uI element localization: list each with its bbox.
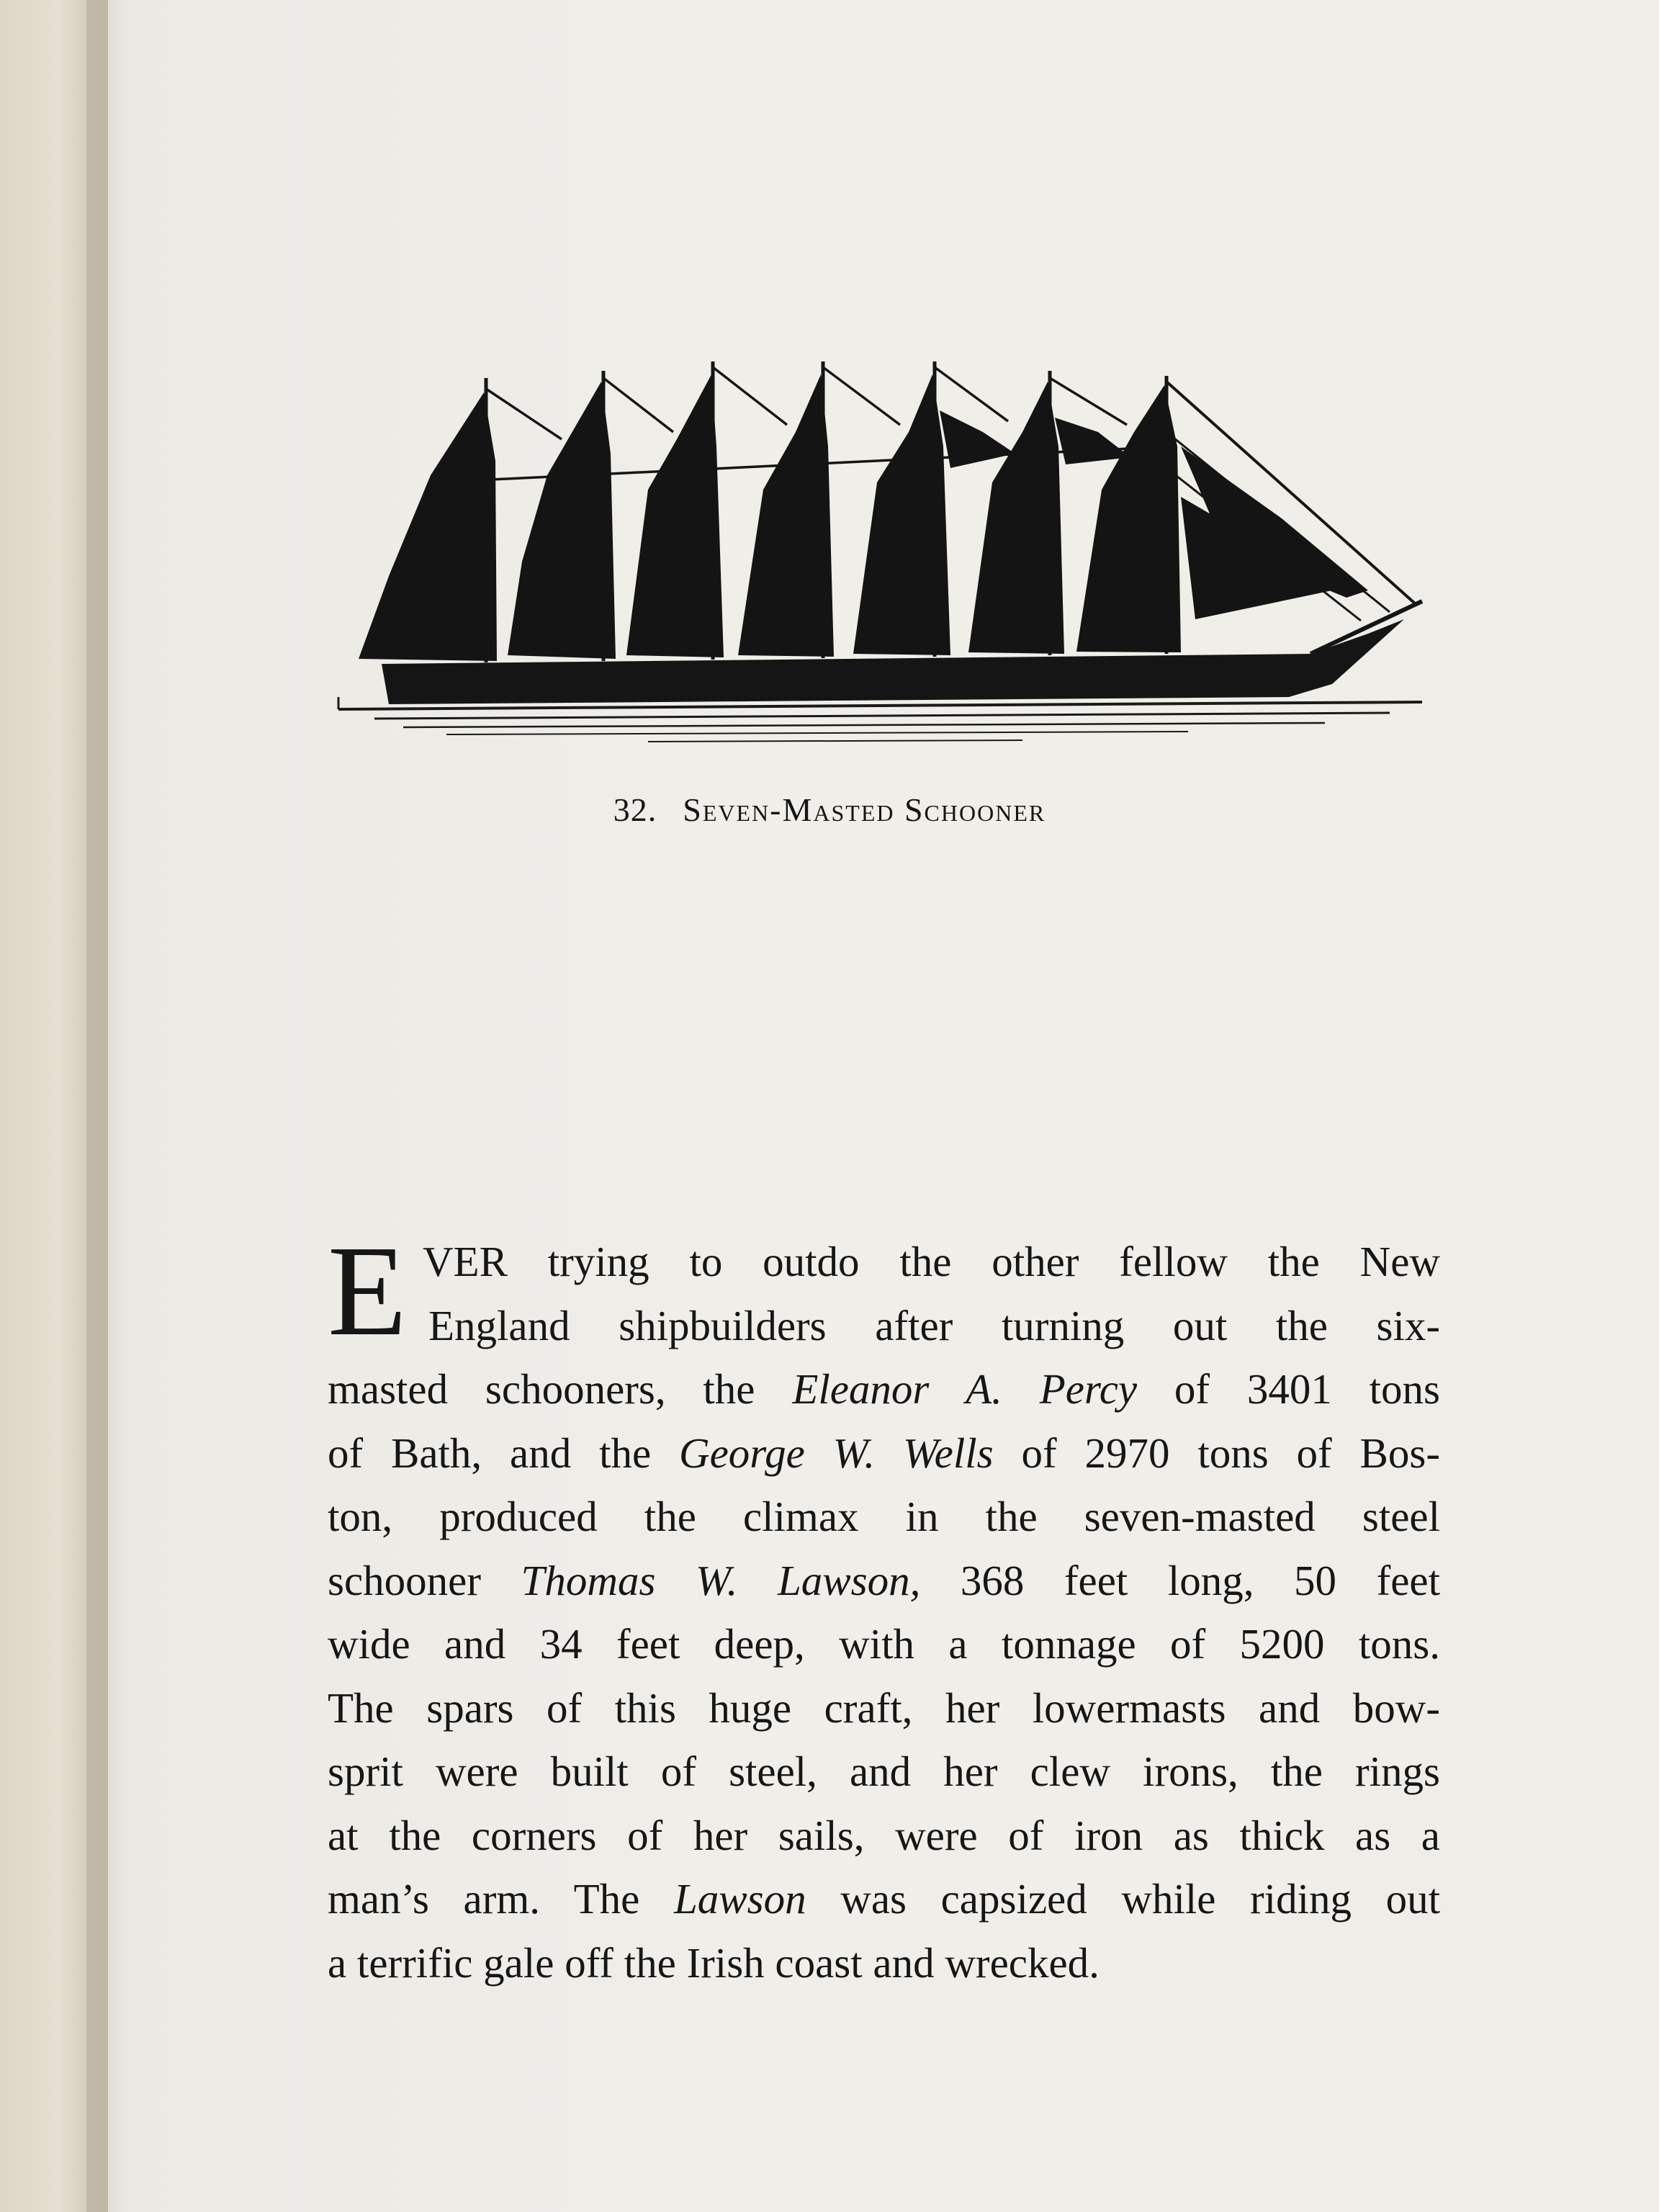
gutter-shadow <box>86 0 130 2212</box>
ship-name: Thomas W. Lawson, <box>521 1556 921 1604</box>
text-line <box>328 1294 1440 1358</box>
paragraph-lines <box>328 1219 1441 1995</box>
text-run: England shipbuilders after turning out the six- <box>428 1301 1440 1349</box>
sails <box>359 374 1368 661</box>
text-line <box>328 1421 1440 1485</box>
text-run: wide and 34 feet deep, with a tonnage of 5200 tons. <box>328 1620 1440 1668</box>
figure-caption <box>0 791 1659 829</box>
text-run: of 2970 tons of Bos- <box>993 1429 1440 1477</box>
text-run: The spars of this huge craft, her lowermasts and bow- <box>328 1683 1440 1732</box>
text-line <box>328 1549 1440 1613</box>
text-run: of Bath, and the <box>328 1429 680 1477</box>
text-run: man’s arm. The <box>328 1875 674 1923</box>
schooner-illustration <box>335 356 1426 760</box>
text-line <box>328 1740 1440 1804</box>
text-run: at the corners of her sails, were of iron as thick as a <box>328 1811 1440 1859</box>
text-run: masted schooners, the <box>328 1365 793 1413</box>
ship-name: George W. Wells <box>679 1429 994 1477</box>
text-run: a terrific gale off the Irish coast and wrecked. <box>328 1938 1100 1987</box>
text-line <box>328 1867 1440 1931</box>
ship-name: Eleanor A. Percy <box>792 1365 1138 1413</box>
text-line <box>328 1230 1440 1294</box>
text-line <box>328 1676 1440 1740</box>
text-line <box>328 1357 1440 1421</box>
text-run: VER trying to outdo the other fellow the New <box>422 1238 1440 1285</box>
text-line <box>328 1804 1440 1868</box>
drop-cap: E <box>328 1219 407 1362</box>
text-line <box>328 1485 1440 1549</box>
text-run: 368 feet long, 50 feet <box>920 1556 1440 1604</box>
figure-title: Seven-Masted Schooner <box>683 791 1046 828</box>
figure-number: 32. <box>613 791 657 828</box>
text-line <box>328 1612 1440 1676</box>
text-run: was capsized while riding out <box>806 1875 1440 1923</box>
body-paragraph <box>328 1219 1441 1995</box>
ship-name: Lawson <box>673 1875 806 1923</box>
text-run: of 3401 tons <box>1137 1365 1441 1413</box>
text-run: schooner <box>328 1556 521 1604</box>
text-line <box>328 1931 1440 1995</box>
text-run: sprit were built of steel, and her clew irons, the rings <box>328 1748 1440 1795</box>
water-lines <box>338 697 1422 742</box>
text-run: ton, produced the climax in the seven-masted steel <box>328 1493 1440 1540</box>
